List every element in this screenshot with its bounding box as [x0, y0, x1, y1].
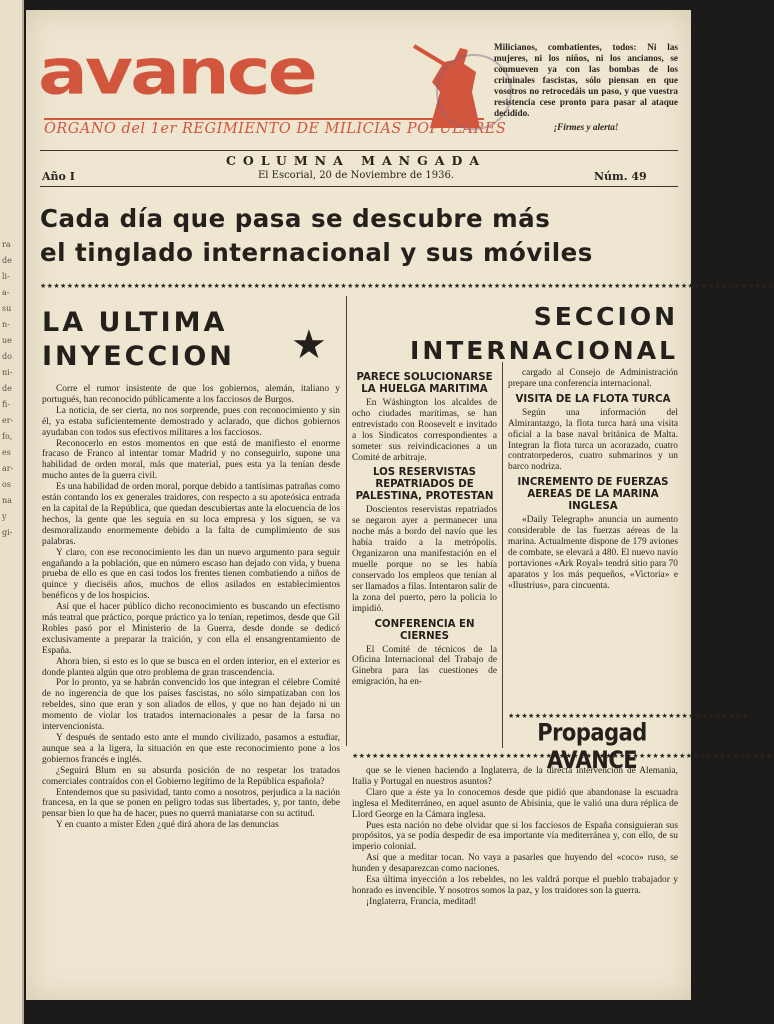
masthead-subtitle: ÓRGANO del 1er REGIMIENTO DE MILICIAS POPULARES: [44, 118, 484, 140]
left-article-paragraph: Por lo pronto, ya se habrán convencido los que integran el célebre Comité de no ingerencia de que los países fascistas, no sólo simpatizaban con los rebeldes, sino que eran y son aliados de ellos, y que no han dejado ni un momento de violar los tratados internacionales a pesar de la farsa no intervencionista.: [42, 678, 340, 733]
left-article-paragraph: Y claro, con ese reconocimiento les dan un nuevo argumento para seguir engañando a la población, que en número escaso han dejado con vida, y buena prueba de ello es que en casi todos los frentes tienen combatiendo a niños de quince y dieciséis años, muchos de ellos asilados en establecimientos benéficos y de los hospicios.: [42, 547, 340, 602]
left-fragment: os: [2, 480, 11, 489]
right-title-line-2: INTERNACIONAL: [410, 336, 678, 365]
news-heading: CONFERENCIA EN CIERNES: [374, 618, 475, 642]
masthead-logo: avance: [38, 35, 315, 109]
masthead: [38, 35, 507, 138]
left-fragment: de: [2, 384, 12, 393]
header-rule-bottom: [40, 186, 678, 187]
left-fragment: a-: [2, 288, 10, 297]
left-article-paragraph: Es una habilidad de orden moral, porque debido a tantísimas patrañas como están contando los ex generales traidores, con respecto a su apoteósica entrada en la capital de la República, que quedan descubiertas ante la elocuencia de los hechos, la gente que les seguía en su loca empresa y los siguen, se va desmoralizando enormemente debido a la falta de cumplimiento de sus palabras.: [42, 482, 340, 547]
left-article-paragraph: Corre el rumor insistente de que los gobiernos, alemán, italiano y portugués, han reconocido públicamente a los facciosos de Burgos.: [42, 384, 340, 405]
left-fragment: fo,: [2, 432, 13, 441]
intro-text: Milicianos, combatientes, todos: Ni las mujeres, ni los niños, ni los ancianos, se conmueven ya con las bombas de los criminales fascistas, sólo piensan en que vosotros no retrocedáis un paso, y que vuestra resistencia cese pronto para pasar al ataque decidido.: [494, 42, 678, 118]
left-fragment: gi-: [2, 528, 13, 537]
continuation-paragraph: Pues esta nación no debe olvidar que si los facciosos de España consiguieran sus propósitos, ya se podía despedir de esa importante vía mediterránea y, con ello, de su imperio colonial.: [352, 820, 678, 853]
left-fragment: er-: [2, 416, 14, 425]
left-article-paragraph: La noticia, de ser cierta, no nos sorprende, pues con reconocimiento y sin él, ya estaba suficientemente demostrado y aclarado, que dichos gobiernos ayudaban con todos sus efectivos militares a los facciosos.: [42, 405, 340, 438]
left-fragment: ue: [2, 336, 12, 345]
left-article-paragraph: Y después de sentado esto ante el mundo civilizado, pasamos a estudiar, aunque sea a la ligera, la situación en que este reconocimiento pone a los gobiernos francés e inglés.: [42, 733, 340, 765]
continuation-paragraph: que se le vienen haciendo a Inglaterra, de la directa intervención de Alemania, Italia y Portugal en nuestros asuntos?: [352, 766, 678, 787]
left-fragment: na: [2, 496, 12, 505]
main-headline: [40, 202, 678, 270]
continuation-paragraph: Esa última inyección a los rebeldes, no les valdrá porque el pueblo trabajador y honrado es invencible. Y nosotros somos la paz, y los traidores son la guerra.: [352, 875, 678, 896]
left-article-paragraph: Así que el hacer público dicho reconocimiento es buscando un efectismo más teatral que práctico, porque práctico ya lo tenían, repetimos, desde que Gil Robles pasó por el Ministerio de la Guerra, desde donde se dedicó exclusivamente a preparar la traición, y con ella el ensangrentamiento de España.: [42, 602, 340, 656]
left-article-paragraph: ¿Seguirá Blum en su absurda posición de no respetar los tratados comerciales contraídos con el Gobierno legítimo de la República española?: [42, 765, 340, 787]
header-rule-top: [40, 150, 678, 151]
news-heading: INCREMENTO DE FUERZAS AEREAS DE LA MARINA INGLESA: [517, 477, 669, 513]
left-title-line-1: LA ULTIMA: [42, 307, 228, 338]
header-number: Núm. 49: [594, 170, 647, 183]
intl-column-1: [352, 368, 497, 688]
news-text: En Wáshington los alcaldes de ocho ciudades marítimas, se han entrevistado con Roosevelt e invitado a los Sindicatos correspondientes a someter sus reivindicaciones a un Comité de arbitraje.: [352, 398, 497, 463]
intro-sign: ¡Firmes y alerta!: [553, 122, 619, 132]
news-text: El Comité de técnicos de la Oficina Internacional del Trabajo de Ginebra para las cuestiones de emigración, ha en-: [352, 644, 497, 688]
headline-line-1: Cada día que pasa se descubre más: [40, 204, 551, 233]
continuation-paragraph: Así que a meditar tocan. No vaya a pasarles que huyendo del «coco» ruso, se hunden y desaparezcan como naciones.: [352, 853, 678, 875]
continuation-paragraph: Claro que a éste ya lo conocemos desde que pidió que abandonase la escuadra inglesa el Mediterráneo, en aquel asunto de Abisinia, que le valió una dura réplica de Llord George en la Cámara inglesa.: [352, 787, 678, 820]
continuation-body: [352, 766, 678, 908]
continuation-paragraph: ¡Inglaterra, Francia, meditad!: [366, 896, 477, 907]
news-heading: PARECE SOLUCIONARSE LA HUELGA MARITIMA: [356, 372, 493, 395]
left-article-paragraph: Reconocerlo en estos momentos en que está de manifiesto el enorme fracaso de Franco al intentar tomar Madrid y no conseguirlo, supone una habilidad de orden moral, más que material, pues esta ya la tenían desde mucho antes de la guerra civil.: [42, 438, 340, 482]
news-text: cargado al Consejo de Administración prepare una conferencia internacional.: [508, 368, 678, 389]
propagad-banner: Propagad AVANCE: [537, 718, 647, 774]
header-date: El Escorial, 20 de Noviembre de 1936.: [257, 170, 455, 181]
intro-box: [494, 42, 678, 133]
left-fragment: ar-: [2, 464, 14, 473]
intl-column-2: [508, 368, 678, 592]
left-fragment: y: [2, 512, 7, 521]
news-text: Doscientos reservistas repatriados se negaron ayer a permanecer una noche más a bordo del navío que les había traído a la metrópolis. Organizaron una manifestación en el muelle porque no se les había conservado los empleos que tenían al ser llamados a filas. Intentaron salir de la zona del puerto, pero la policía lo impidió.: [352, 505, 498, 614]
header-column: COLUMNA MANGADA: [225, 153, 487, 168]
adjacent-page-strip: [0, 0, 24, 1024]
left-fragment: n-: [2, 320, 10, 329]
header-center: [176, 153, 536, 181]
column-rule-right: [502, 362, 503, 748]
left-section-title: [42, 306, 235, 374]
headline-line-2: el tinglado internacional y sus móviles: [40, 238, 593, 267]
left-article-body: [42, 384, 340, 831]
left-fragment: de: [2, 256, 12, 265]
newspaper-page: [26, 10, 774, 1000]
left-fragment: do: [2, 352, 12, 361]
news-text: «Daily Telegraph» anuncia un aumento considerable de las fuerzas aéreas de la marina. Actualmente dispone de 179 aviones de combate, se elevará a 480. El nuevo navío portaviones «Ark Royal» tendrá sitio para 70 aparatos y los más pequeños, «Victoria» e «Ilustrius», para cincuenta.: [508, 515, 678, 591]
left-fragment: ni-: [2, 368, 13, 377]
star-divider-top: ★★★★★★★★★★★★★★★★★★★★★★★★★★★★★★★★★★★★★★★★★★★★★★★★★★★★★★★★★★★★★★★★★★★★★★★★★★★★★★★★★★★★★★★★★★★★★★★★★★★★★★★★★★★★★★: [40, 282, 774, 290]
news-heading: LOS RESERVISTAS REPATRIADOS DE PALESTINA, PROTESTAN: [355, 467, 494, 503]
right-title-line-1: SECCION: [533, 302, 678, 331]
left-fragment: su: [2, 304, 12, 313]
left-fragment: li-: [2, 272, 10, 281]
left-fragment: fi-: [2, 400, 11, 409]
news-heading: VISITA DE LA FLOTA TURCA: [515, 393, 671, 405]
right-section-title: [352, 300, 678, 368]
left-article-paragraph: Ahora bien, si esto es lo que se busca en el orden interior, en el exterior es donde plantea algún que otro problema de gran trascendencia.: [42, 656, 340, 678]
star-divider-bottom: ★★★★★★★★★★★★★★★★★★★★★★★★★★★★★★★★★★★★★★★★★★★★★★★★★★★★★★★★★★★★★★★: [352, 752, 773, 760]
left-article-paragraph: Entendemos que su pasividad, tanto como a nosotros, perjudica a la nación francesa, en la que se ponen en peligro todas sus libertades, y, por tanto, debe pensar bien lo que ha de hacer, pues no querrá maniatarse con su actitud.: [42, 787, 340, 820]
star-icon: ★: [291, 322, 327, 368]
left-fragment: es: [2, 448, 11, 457]
news-text: Según una información del Almirantazgo, la flota turca hará una visita oficial a la base naval británica de Malta. Integran la flota turca un acorazado, cuatro contratorpederos, cuatro submarinos y un barco nodriza.: [508, 407, 678, 473]
left-article-paragraph: Y en cuanto a míster Eden ¿qué dirá ahora de las denuncias: [56, 820, 279, 831]
propagad-stars-top: ★★★★★★★★★★★★★★★★★★★★★★★★★★★★★★★★★★★★: [508, 712, 749, 720]
left-title-line-2: INYECCION: [42, 341, 235, 372]
header-year: Año I: [42, 170, 75, 183]
column-rule-center: [346, 296, 347, 746]
left-fragment: ra: [2, 240, 11, 249]
